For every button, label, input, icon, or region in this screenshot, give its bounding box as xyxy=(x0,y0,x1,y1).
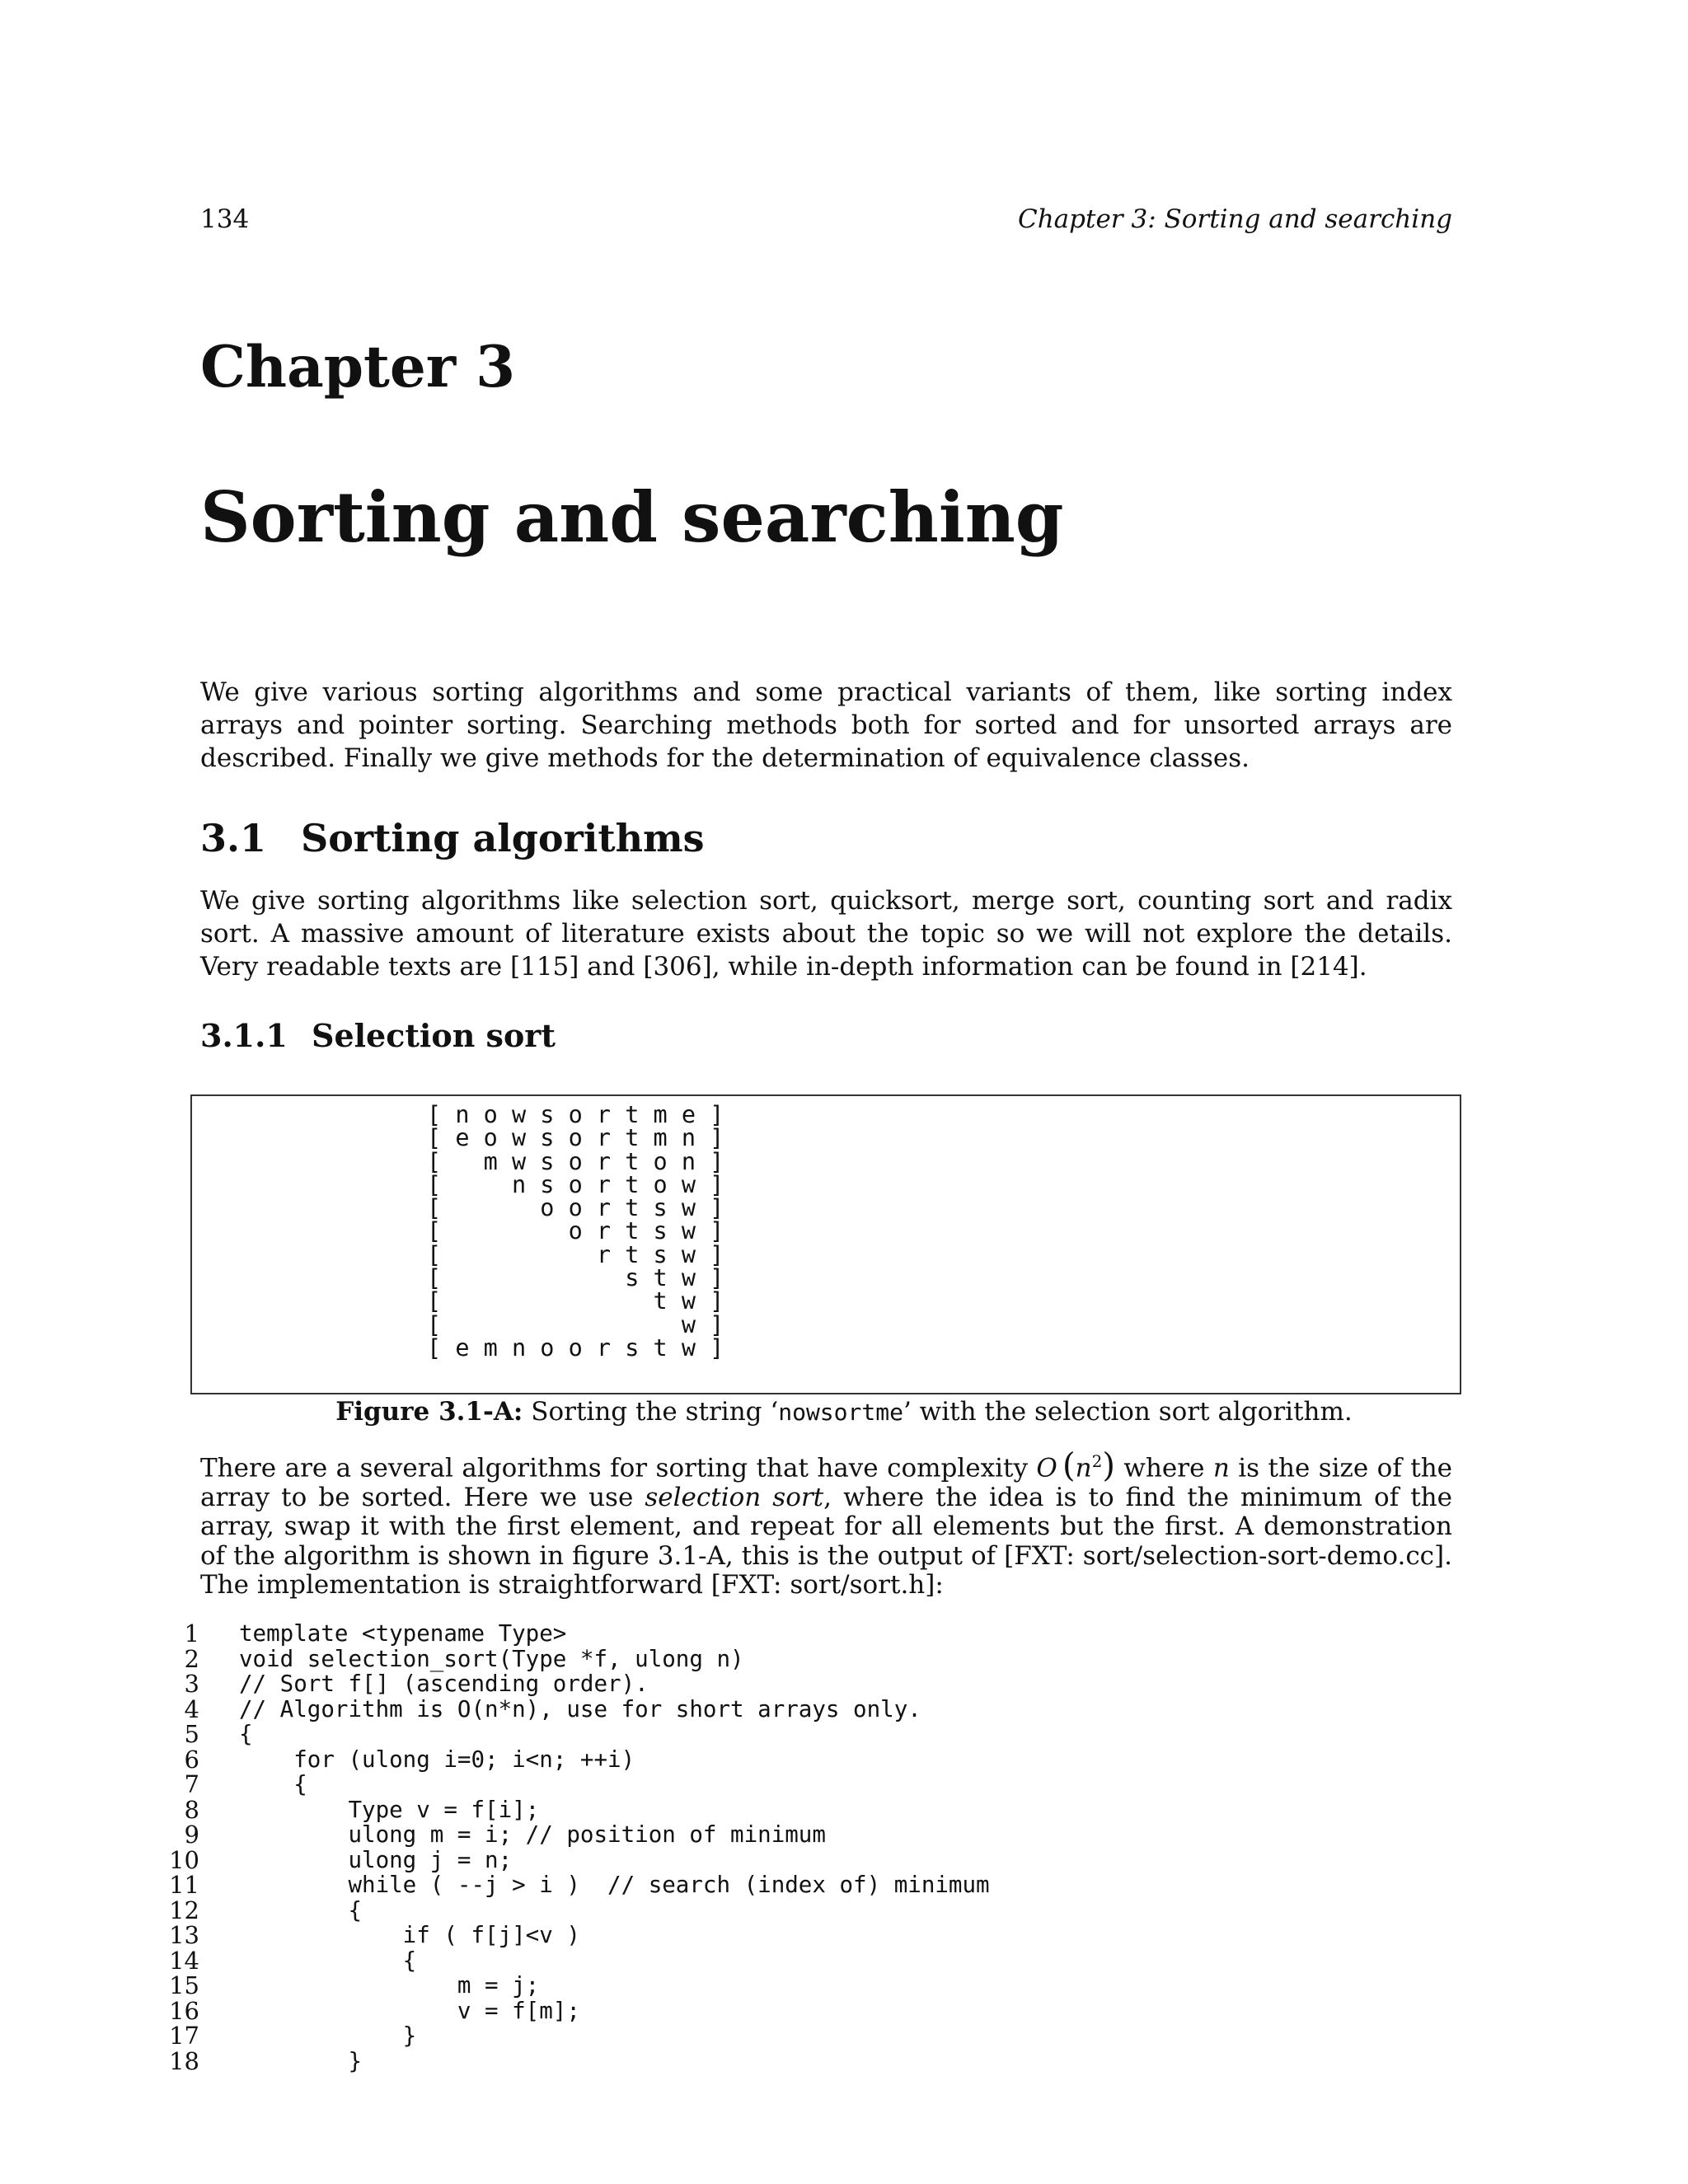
sort-trace xyxy=(427,1101,724,1361)
section-heading xyxy=(200,816,705,860)
line-number: 13 xyxy=(169,1921,199,1950)
sort-trace-row: [ r t s w ] xyxy=(427,1240,724,1268)
line-number: 1 xyxy=(184,1619,199,1648)
line-number: 5 xyxy=(184,1720,199,1749)
p2-text-4: , where the idea is to find the minimum of the array, swap it with the first element, and repeat for all elements but the first. A demonstration of the algorithm is shown in figure 3.1-A, this is the output of [FXT: sort/selection-sort-demo.cc]. The implementation is straightforward [FXT: sort/sort.h]: xyxy=(200,1482,1452,1601)
section-title: Sorting algorithms xyxy=(301,816,705,860)
code-line xyxy=(165,2023,1451,2049)
sort-trace-row: [ s t w ] xyxy=(427,1264,724,1292)
line-number: 7 xyxy=(184,1770,199,1799)
p2-text-3: is the size of the array to be sorted. Here we use xyxy=(200,1453,1453,1512)
code-listing xyxy=(165,1621,1451,2074)
code-text: template <typename Type> xyxy=(239,1620,567,1647)
code-line xyxy=(165,1694,1451,1723)
figure-caption-code: nowsortme xyxy=(778,1399,903,1426)
code-line xyxy=(165,1948,1451,1974)
subsection-number: 3.1.1 xyxy=(200,1017,288,1054)
line-number: 9 xyxy=(184,1821,199,1849)
code-text: { xyxy=(239,1947,417,1974)
sort-trace-row: [ m w s o r t o n ] xyxy=(427,1147,724,1175)
code-line xyxy=(165,1621,1451,1647)
subsection-heading xyxy=(200,1017,556,1054)
sort-trace-row: [ n s o r t o w ] xyxy=(427,1170,724,1198)
code-line xyxy=(165,1923,1451,1948)
code-line xyxy=(165,1772,1451,1797)
subsection-title: Selection sort xyxy=(312,1017,556,1054)
line-number: 17 xyxy=(169,2022,199,2050)
line-number: 14 xyxy=(169,1946,199,1975)
math-n-var: n xyxy=(1212,1453,1230,1483)
chapter-title: Sorting and searching xyxy=(200,476,1064,558)
math-paren-open: ( xyxy=(1062,1446,1076,1485)
code-text: { xyxy=(239,1896,363,1924)
math-n: n xyxy=(1075,1453,1092,1483)
code-line xyxy=(165,1996,1451,2025)
sort-trace-row: [ e m n o o r s t w ] xyxy=(427,1333,724,1361)
code-text: } xyxy=(239,2047,363,2074)
code-line xyxy=(165,1797,1451,1823)
sort-trace-row: [ n o w s o r t m e ] xyxy=(427,1101,724,1128)
code-text: v = f[m]; xyxy=(239,1997,580,2024)
line-number: 16 xyxy=(169,1996,199,2025)
line-number: 18 xyxy=(169,2046,199,2075)
running-title: Chapter 3: Sorting and searching xyxy=(1017,204,1452,234)
code-text: // Algorithm is O(n*n), use for short arrays only. xyxy=(239,1695,921,1722)
intro-paragraph: We give various sorting algorithms and some practical variants of them, like sorting index arrays and pointer sorting. Searching methods both for sorted and for unsorted arrays are described. Finally we give methods for the determination of equivalence classes. xyxy=(200,677,1452,773)
sort-trace-row: [ t w ] xyxy=(427,1287,724,1315)
sort-trace-row: [ o o r t s w ] xyxy=(427,1194,724,1222)
code-text: m = j; xyxy=(239,1972,540,1999)
code-text: for (ulong i=0; i<n; ++i) xyxy=(239,1746,635,1773)
sort-trace-row: [ o r t s w ] xyxy=(427,1217,724,1245)
figure-caption-text-end: ’ with the selection sort algorithm. xyxy=(903,1397,1353,1427)
code-line xyxy=(165,1644,1451,1673)
sort-trace-row: [ e o w s o r t m n ] xyxy=(427,1124,724,1152)
code-text: Type v = f[i]; xyxy=(239,1796,540,1823)
code-text: if ( f[j]<v ) xyxy=(239,1922,580,1949)
math-big-o: O xyxy=(1036,1453,1057,1483)
code-text: while ( --j > i ) // search (index of) minimum xyxy=(239,1872,990,1899)
line-number: 6 xyxy=(184,1745,199,1774)
code-line xyxy=(165,1898,1451,1924)
p2-text-1: There are a several algorithms for sorting that have complexity xyxy=(200,1453,1037,1483)
section-number: 3.1 xyxy=(200,816,267,860)
figure-caption-label: Figure 3.1-A: xyxy=(335,1397,523,1427)
code-text: void selection_sort(Type *f, ulong n) xyxy=(239,1645,744,1672)
complexity-paragraph xyxy=(200,1447,1452,1601)
code-line xyxy=(165,1845,1451,1874)
figure-caption-text: Sorting the string ‘ xyxy=(523,1397,779,1427)
running-header xyxy=(200,204,1452,246)
line-number: 15 xyxy=(169,1971,199,2000)
line-number: 11 xyxy=(169,1871,199,1900)
code-text: { xyxy=(239,1771,307,1798)
code-text: } xyxy=(239,2022,417,2050)
line-number: 10 xyxy=(169,1845,199,1874)
chapter-label: Chapter 3 xyxy=(200,334,516,401)
code-text: { xyxy=(239,1721,253,1748)
code-line xyxy=(165,1822,1451,1848)
code-line xyxy=(165,1973,1451,1999)
line-number: 12 xyxy=(169,1896,199,1924)
code-line xyxy=(165,1722,1451,1747)
figure-box xyxy=(190,1094,1461,1394)
line-number: 4 xyxy=(184,1694,199,1723)
sort-trace-row: [ w ] xyxy=(427,1310,724,1338)
line-number: 8 xyxy=(184,1795,199,1824)
code-text: ulong m = i; // position of minimum xyxy=(239,1821,826,1849)
code-text: // Sort f[] (ascending order). xyxy=(239,1671,649,1698)
code-line xyxy=(165,1671,1451,1697)
math-paren-close: ) xyxy=(1102,1446,1115,1485)
page-number: 134 xyxy=(200,204,250,234)
line-number: 3 xyxy=(184,1670,199,1699)
p2-text-2: where xyxy=(1114,1453,1213,1483)
math-exponent: 2 xyxy=(1091,1451,1103,1471)
code-line xyxy=(165,2046,1451,2075)
code-text: ulong j = n; xyxy=(239,1846,513,1873)
section-paragraph: We give sorting algorithms like selection sort, quicksort, merge sort, counting sort and radix sort. A massive amount of literature exists about the topic so we will not explore the details. Very readable texts are [115] and [306], while in-depth information can be found in [214]. xyxy=(200,886,1452,982)
code-line xyxy=(165,1747,1451,1773)
p2-emphasis: selection sort xyxy=(645,1482,824,1512)
line-number: 2 xyxy=(184,1644,199,1673)
code-line xyxy=(165,1872,1451,1898)
figure-caption xyxy=(0,1395,1688,1429)
